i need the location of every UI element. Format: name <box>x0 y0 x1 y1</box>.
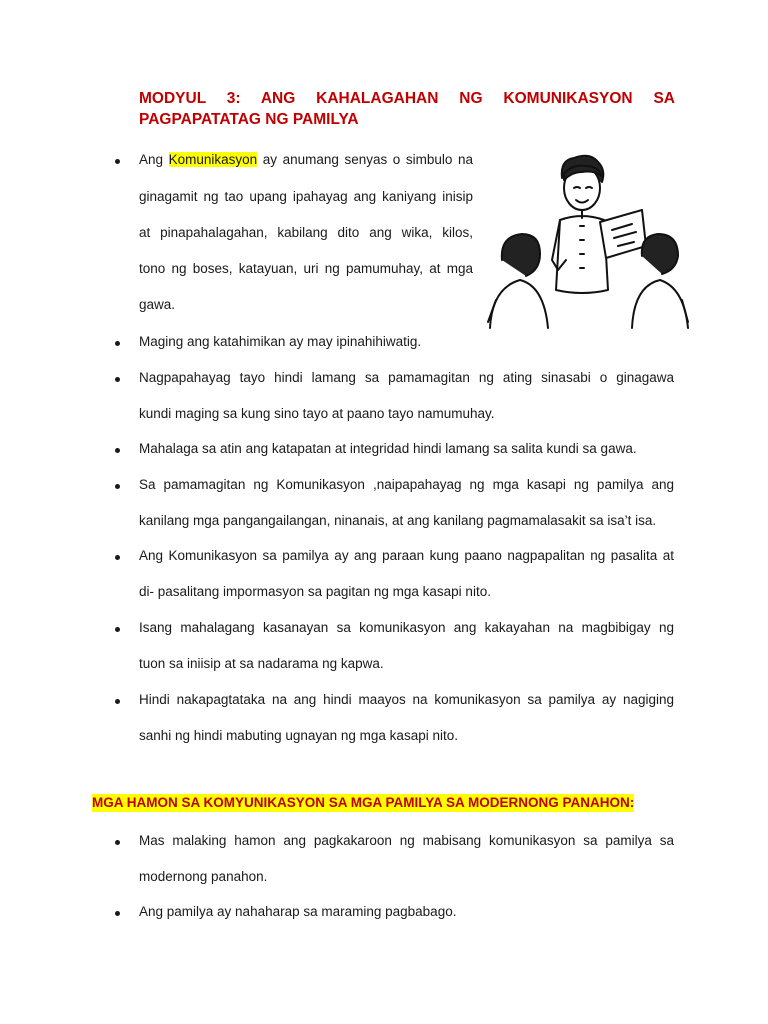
bullet3-line1: Nagpapahayag tayo hindi lamang sa pamamagitan ng ating sinasabi o ginagawa <box>139 370 674 385</box>
bullet1-line3: at pinapahalagahan, kabilang dito ang wika, kilos, <box>139 225 473 240</box>
challenges-heading: MGA HAMON SA KOMYUNIKASYON SA MGA PAMILYA SA MODERNONG PANAHON: <box>92 795 635 810</box>
bullet8-line1: Hindi nakapagtataka na ang hindi maayos na komunikasyon sa pamilya ay nagiging <box>139 692 674 707</box>
bullet-icon <box>115 374 123 382</box>
bullet-icon <box>115 552 123 560</box>
bullet-icon <box>115 338 123 346</box>
bullet1-line1: Ang Komunikasyon ay anumang senyas o simbulo na <box>139 152 474 167</box>
bullet7-line2: tuon sa iniisip at sa nadarama ng kapwa. <box>139 656 384 671</box>
komunikasyon-highlight: Komunikasyon <box>168 152 258 167</box>
bullet1-line2: ginagamit ng tao upang ipahayag ang kaniyang inisip <box>139 189 473 204</box>
module-title-line2: PAGPAPATATAG NG PAMILYA <box>139 111 359 128</box>
bullet6-line1: Ang Komunikasyon sa pamilya ay ang paraan kung paano nagpapalitan ng pasalita at <box>139 548 674 563</box>
teacher-students-illustration <box>482 150 692 330</box>
bullet-icon <box>115 908 123 916</box>
module-title-line1: MODYUL 3: ANG KAHALAGAHAN NG KOMUNIKASYON SA <box>139 90 675 107</box>
bullet5-line1: Sa pamamagitan ng Komunikasyon ,naipapahayag ng mga kasapi ng pamilya ang <box>139 477 674 492</box>
s2-bullet1-line2: modernong panahon. <box>139 869 268 884</box>
bullet-icon <box>115 445 123 453</box>
bullet6-line2: di- pasalitang impormasyon sa pagitan ng mga kasapi nito. <box>139 584 491 599</box>
bullet-icon <box>115 696 123 704</box>
s2-bullet2-line1: Ang pamilya ay nahaharap sa maraming pagbabago. <box>139 904 457 919</box>
bullet-icon <box>115 837 123 845</box>
bullet-icon <box>115 624 123 632</box>
bullet-icon <box>115 481 123 489</box>
bullet7-line1: Isang mahalagang kasanayan sa komunikasyon ang kakayahan na magbibigay ng <box>139 620 674 635</box>
bullet8-line2: sanhi ng hindi mabuting ugnayan ng mga kasapi nito. <box>139 728 458 743</box>
bullet3-line2: kundi maging sa kung sino tayo at paano tayo namumuhay. <box>139 406 495 421</box>
bullet2-line1: Maging ang katahimikan ay may ipinahihiwatig. <box>139 334 422 349</box>
bullet-icon <box>115 156 123 164</box>
bullet4-line1: Mahalaga sa atin ang katapatan at integridad hindi lamang sa salita kundi sa gawa. <box>139 441 637 456</box>
bullet1-line4: tono ng boses, katayuan, uri ng pamumuhay, at mga <box>139 261 473 276</box>
bullet5-line2: kanilang mga pangangailangan, ninanais, at ang kanilang pagmamalasakit sa isa’t isa. <box>139 513 657 528</box>
s2-bullet1-line1: Mas malaking hamon ang pagkakaroon ng mabisang komunikasyon sa pamilya sa <box>139 833 674 848</box>
bullet1-line5: gawa. <box>139 297 176 312</box>
